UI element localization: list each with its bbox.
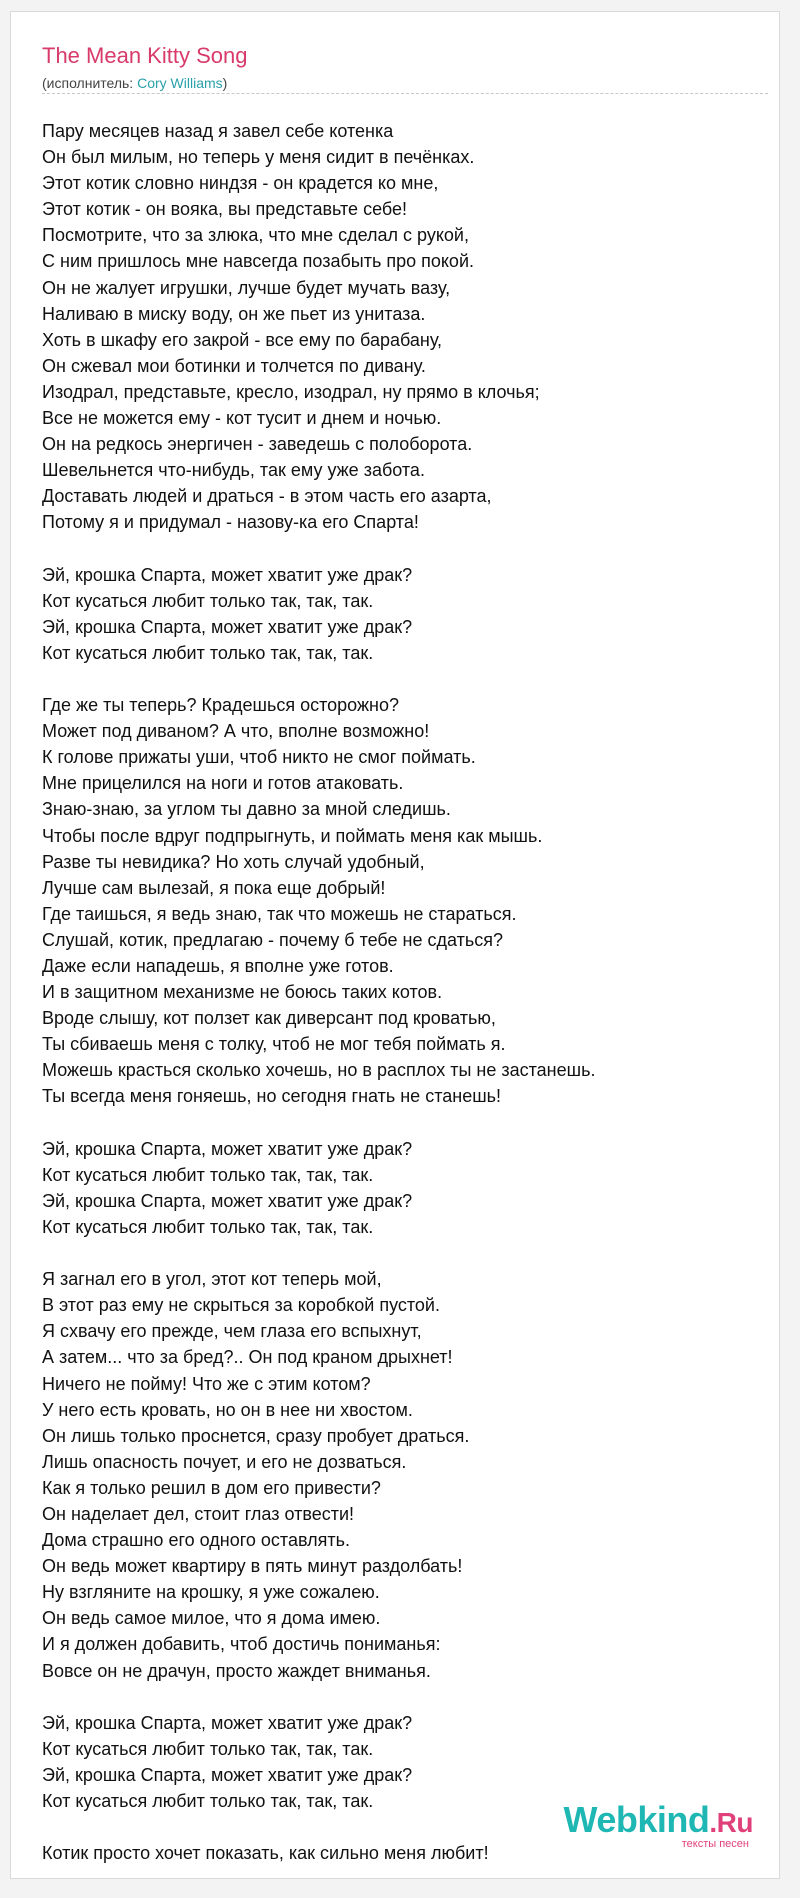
lyric-line: Эй, крошка Спарта, может хватит уже драк? [42, 1190, 413, 1211]
lyric-line: Потому я и придумал - назову-ка его Спарта! [42, 512, 419, 533]
lyric-line: Знаю-знаю, за углом ты давно за мной следишь. [42, 799, 451, 820]
lyric-line: Я схвачу его прежде, чем глаза его вспыхнут, [42, 1321, 422, 1342]
lyric-line: А затем... что за бред?.. Он под краном дрыхнет! [42, 1347, 453, 1368]
lyric-line: Кот кусаться любит только так, так, так. [42, 1164, 374, 1185]
lyric-line: Мне прицелился на ноги и готов атаковать. [42, 773, 404, 794]
lyrics-card [10, 11, 780, 1879]
lyric-line: У него есть кровать, но он в нее ни хвостом. [42, 1399, 413, 1420]
lyric-line: И в защитном механизме не боюсь таких котов. [42, 982, 443, 1003]
lyric-line: Вовсе он не драчун, просто жаждет вниманья. [42, 1660, 431, 1681]
lyric-line: С ним пришлось мне навсегда позабыть про покой. [42, 251, 474, 272]
lyric-line: Где таишься, я ведь знаю, так что можешь не стараться. [42, 903, 517, 924]
lyric-line: Можешь красться сколько хочешь, но в расплох ты не застанешь. [42, 1060, 596, 1081]
lyrics-body [42, 118, 762, 1892]
logo-tld: .Ru [709, 1807, 753, 1838]
lyrics-stanza [42, 562, 762, 666]
lyric-line: Кот кусаться любит только так, так, так. [42, 1791, 374, 1811]
lyric-line: Кот кусаться любит только так, так, так. [42, 642, 374, 663]
lyric-line: Шевельнется что-нибудь, так ему уже забота. [42, 460, 425, 481]
lyric-line: Лишь опасность почует, и его не дозваться. [42, 1451, 407, 1472]
lyric-line: Пару месяцев назад я завел себе котенка [42, 121, 394, 141]
song-title: The Mean Kitty Song [42, 43, 248, 68]
logo-wordmark [564, 1800, 753, 1843]
lyric-line: Вроде слышу, кот ползет как диверсант под кроватью, [42, 1008, 496, 1029]
lyric-line: Разве ты невидика? Но хоть случай удобный, [42, 851, 425, 872]
lyric-line: Может под диваном? А что, вполне возможно! [42, 721, 430, 742]
lyric-line: Ты сбиваешь меня с толку, чтоб не мог тебя поймать я. [42, 1034, 506, 1055]
byline-prefix: (исполнитель: [42, 75, 138, 91]
byline-suffix: ) [222, 75, 228, 91]
logo-name: Webkind [563, 1799, 710, 1840]
lyric-line: Он сжевал мои ботинки и толчется по дивану. [42, 355, 426, 376]
lyric-line: Ничего не пойму! Что же с этим котом? [42, 1373, 371, 1394]
lyric-line: Эй, крошка Спарта, может хватит уже драк? [42, 1764, 413, 1785]
lyric-line: Он не жалует игрушки, лучше будет мучать вазу, [42, 277, 451, 298]
lyric-line: Эй, крошка Спарта, может хватит уже драк? [42, 616, 413, 637]
lyric-line: Все не можется ему - кот тусит и днем и ночью. [42, 408, 442, 429]
title-divider [42, 93, 768, 94]
lyric-line: Эй, крошка Спарта, может хватит уже драк? [42, 1138, 413, 1159]
lyric-line: Этот котик - он вояка, вы представьте себе! [42, 199, 408, 220]
logo-tagline: тексты песен [681, 1838, 749, 1850]
lyric-line: В этот раз ему не скрыться за коробкой пустой. [42, 1295, 440, 1316]
lyric-line: Слушай, котик, предлагаю - почему б тебе не сдаться? [42, 929, 504, 950]
lyric-line: Ты всегда меня гоняешь, но сегодня гнать не станешь! [42, 1086, 502, 1107]
lyric-line: Посмотрите, что за злюка, что мне сделал с рукой, [42, 225, 469, 246]
lyric-line: Он лишь только проснется, сразу пробует драться. [42, 1425, 470, 1446]
lyrics-stanza [42, 1136, 762, 1240]
lyric-line: Он ведь может квартиру в пять минут раздолбать! [42, 1556, 463, 1577]
lyric-line: Дома страшно его одного оставлять. [42, 1530, 350, 1551]
lyric-line: Изодрал, представьте, кресло, изодрал, ну прямо в клочья; [42, 381, 540, 402]
lyric-line: Как я только решил в дом его привести? [42, 1477, 381, 1498]
lyric-line: Он ведь самое милое, что я дома имею. [42, 1608, 381, 1629]
lyric-line: Котик просто хочет показать, как сильно меня любит! [42, 1843, 489, 1864]
lyrics-stanza [42, 1266, 762, 1684]
lyric-line: Кот кусаться любит только так, так, так. [42, 590, 374, 611]
lyric-line: Хоть в шкафу его закрой - все ему по барабану, [42, 329, 443, 350]
lyric-line: Кот кусаться любит только так, так, так. [42, 1738, 374, 1759]
lyric-line: Доставать людей и драться - в этом часть его азарта, [42, 486, 492, 507]
site-logo[interactable] [563, 1800, 753, 1850]
lyric-line: Он на редкось энергичен - заведешь с полоборота. [42, 434, 473, 455]
lyric-line: Где же ты теперь? Крадешься осторожно? [42, 695, 399, 716]
lyric-line: Лучше сам вылезай, я пока еще добрый! [42, 877, 386, 898]
lyric-line: Даже если нападешь, я вполне уже готов. [42, 956, 394, 976]
lyric-line: Эй, крошка Спарта, может хватит уже драк? [42, 564, 413, 585]
lyric-line: Эй, крошка Спарта, может хватит уже драк? [42, 1712, 413, 1733]
artist-link[interactable]: Cory Williams [137, 75, 223, 91]
lyric-line: И я должен добавить, чтоб достичь пониманья: [42, 1634, 441, 1655]
lyrics-stanza [42, 118, 762, 536]
lyric-line: Наливаю в миску воду, он же пьет из унитаза. [42, 303, 426, 324]
lyric-line: Он был милым, но теперь у меня сидит в печёнках. [42, 147, 475, 168]
lyrics-stanza [42, 692, 762, 1110]
lyric-line: Этот котик словно ниндзя - он крадется ко мне, [42, 173, 439, 194]
lyric-line: Он наделает дел, стоит глаз отвести! [42, 1503, 355, 1524]
lyric-line: Ну взгляните на крошку, я уже сожалею. [42, 1582, 380, 1603]
lyric-line: Чтобы после вдруг подпрыгнуть, и поймать меня как мышь. [42, 825, 543, 846]
artist-byline [42, 74, 227, 92]
lyric-line: Кот кусаться любит только так, так, так. [42, 1216, 374, 1237]
lyric-line: Я загнал его в угол, этот кот теперь мой, [42, 1269, 382, 1290]
lyric-line: К голове прижаты уши, чтоб никто не смог поймать. [42, 747, 476, 768]
